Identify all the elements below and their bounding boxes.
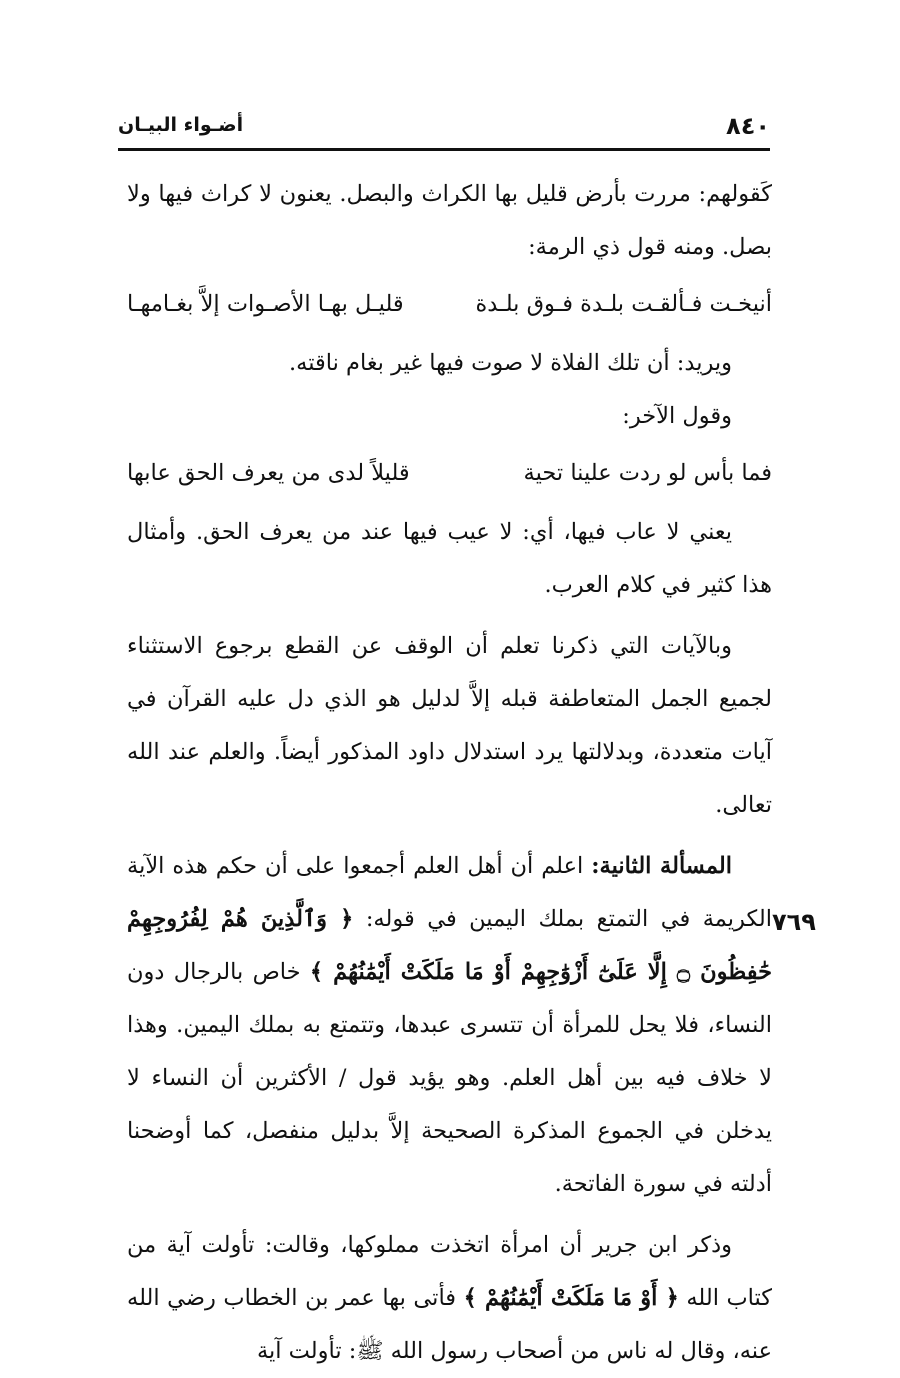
- page-number: ٨٤٠: [726, 112, 770, 140]
- paragraph: [127, 840, 772, 1211]
- verse-second-hemistich: قليلاً لدى من يعرف الحق عابها: [127, 460, 410, 486]
- page-body: [127, 168, 772, 1378]
- paragraph: وقول الآخر:: [622, 403, 732, 429]
- verse-second-hemistich: قليـل بهـا الأصـوات إلاَّ بغـامهـا: [127, 291, 404, 317]
- paragraph-text: فأتى بها عمر بن الخطاب رضي الله عنه، وقال له ناس من أصحاب رسول الله ﷺ: تأولت آية: [127, 1285, 772, 1364]
- paragraph-text: خاص بالرجال دون النساء، فلا يحل للمرأة أن تتسرى عبدها، وتتمتع به بملك اليمين. وهذا لا خلاف فيه بين أهل العلم. وهو يؤيد قول / الأكثرين أن النساء لا يدخلن في الجموع المذكرة الصحيحة إلاَّ بدليل منفصل، كما أوضحنا أدلته في سورة الفاتحة.: [127, 959, 772, 1197]
- paragraph: وبالآيات التي ذكرنا تعلم أن الوقف عن القطع برجوع الاستثناء لجميع الجمل المتعاطفة قبله إلاَّ لدليل هو الذي دل عليه القرآن في آيات متعددة، وبدلالتها يرد استدلال داود المذكور أيضاً. والعلم عند الله تعالى.: [127, 633, 772, 818]
- page-header: [118, 108, 770, 151]
- margin-page-reference: ٧٦٩: [772, 908, 816, 936]
- quran-quote: ﴿ أَوْ مَا مَلَكَتْ أَيْمَٰنُهُمْ ﴾: [463, 1285, 679, 1311]
- quran-quote: ﴿ وَٱلَّذِينَ هُمْ لِفُرُوجِهِمْ حَٰفِظُونَ ۝ إِلَّا عَلَىٰٓ أَزْوَٰجِهِمْ أَوْ مَا مَلَكَتْ أَيْمَٰنُهُمْ ﴾: [127, 906, 773, 985]
- poetry-verse: [127, 447, 772, 500]
- paragraph: [127, 1219, 772, 1378]
- verse-first-hemistich: أنيخـت فـألقـت بلـدة فـوق بلـدة: [475, 291, 772, 317]
- paragraph: ويريد: أن تلك الفلاة لا صوت فيها غير بغام ناقته.: [289, 350, 732, 376]
- paragraph-text: اعلم أن أهل العلم أجمعوا على أن حكم هذه الآية الكريمة في التمتع بملك اليمين في قوله:: [127, 853, 773, 932]
- paragraph: كَقولهم: مررت بأرض قليل بها الكراث والبصل. يعنون لا كراث فيها ولا بصل. ومنه قول ذي الرمة:: [127, 181, 772, 260]
- verse-first-hemistich: فما بأس لو ردت علينا تحية: [523, 460, 772, 486]
- paragraph-text: وذكر ابن جرير أن امرأة اتخذت مملوكها، وقالت: تأولت آية من كتاب الله: [127, 1232, 773, 1311]
- paragraph: يعني لا عاب فيها، أي: لا عيب فيها عند من يعرف الحق. وأمثال هذا كثير في كلام العرب.: [127, 519, 772, 598]
- poetry-verse: [127, 278, 772, 331]
- section-heading: المسألة الثانية:: [591, 853, 732, 879]
- running-title: أضـواء البيـان: [118, 114, 244, 136]
